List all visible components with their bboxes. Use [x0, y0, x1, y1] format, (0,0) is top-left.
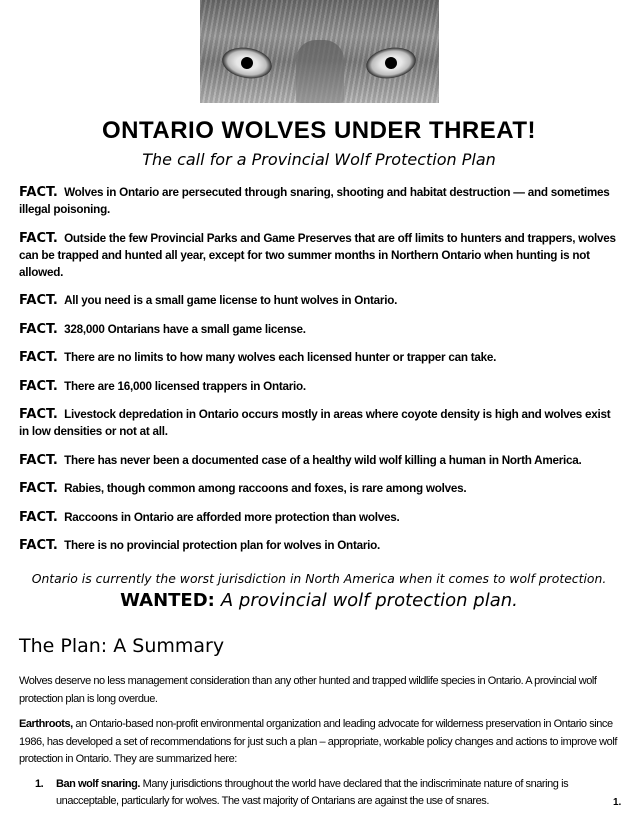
- wanted-line: [0, 590, 638, 611]
- fact-label: FACT.: [19, 185, 58, 200]
- fact-text: Livestock depredation in Ontario occurs mostly in areas where coyote density is high and wolves exist in low densities or not at all.: [19, 408, 611, 438]
- list-item-body: [56, 776, 615, 810]
- list-item: [35, 776, 615, 810]
- fact-text: There are no limits to how many wolves each licensed hunter or trapper can take.: [64, 351, 497, 364]
- fact-text: Wolves in Ontario are persecuted through snaring, shooting and habitat destruction — and sometimes illegal poisoning.: [19, 186, 610, 216]
- fact-label: FACT.: [19, 481, 58, 496]
- fact-label: FACT.: [19, 378, 58, 394]
- fact-item: [19, 406, 619, 440]
- fact-item: [19, 349, 619, 366]
- fact-text: Raccoons in Ontario are afforded more protection than wolves.: [64, 510, 400, 524]
- fact-label: FACT.: [19, 538, 58, 553]
- fact-label: FACT.: [19, 407, 58, 422]
- wolf-snout: [296, 40, 344, 103]
- plan-paragraph: Wolves deserve no less management consideration than any other hunted and trapped wildlife species in Ontario. A provincial wolf protection plan is long overdue.: [19, 675, 597, 705]
- facts-list: [19, 184, 619, 566]
- fact-text: Rabies, though common among raccoons and foxes, is rare among wolves.: [64, 482, 467, 495]
- page-number: 1.: [613, 797, 622, 808]
- fact-label: FACT.: [19, 509, 58, 525]
- fact-label: FACT.: [19, 350, 58, 365]
- fact-text: There is no provincial protection plan for wolves in Ontario.: [64, 539, 381, 552]
- wanted-text: A provincial wolf protection plan.: [220, 590, 518, 611]
- right-pupil: [384, 56, 398, 70]
- fact-label: FACT.: [19, 452, 58, 468]
- fact-item: [19, 184, 619, 218]
- page-subtitle: The call for a Provincial Wolf Protection Plan: [142, 150, 496, 169]
- fact-item: [19, 292, 619, 309]
- fact-item: [19, 452, 619, 469]
- wanted-label: WANTED:: [120, 590, 215, 611]
- list-item-lead: Ban wolf snaring.: [56, 778, 141, 790]
- plan-heading: The Plan: A Summary: [19, 635, 225, 657]
- plan-list: [35, 776, 615, 810]
- fact-text: All you need is a small game license to hunt wolves in Ontario.: [64, 294, 398, 307]
- earthroots-paragraph: [19, 716, 621, 769]
- earthroots-text: an Ontario-based non-profit environmental organization and leading advocate for wilderness preservation in Ontario since 1986, has developed a set of recommendations for just such a plan – appropriate, workable policy changes and actions to improve wolf protection in Ontario. They are summarized here:: [19, 718, 617, 765]
- list-number: 1.: [35, 778, 44, 790]
- left-pupil: [240, 56, 254, 70]
- page-title: ONTARIO WOLVES UNDER THREAT!: [102, 117, 536, 144]
- jurisdiction-statement: Ontario is currently the worst jurisdiction in North America when it comes to wolf protection.: [31, 571, 607, 586]
- fact-label: FACT.: [19, 321, 58, 337]
- fact-item: [19, 321, 619, 338]
- list-item-text: Many jurisdictions throughout the world have declared that the indiscriminate nature of snaring is unacceptable, particularly for wolves. The vast majority of Ontarians are against the use of snares.: [56, 778, 569, 807]
- fact-label: FACT.: [19, 293, 58, 308]
- earthroots-name: Earthroots,: [19, 718, 73, 730]
- wolf-eyes-photo: [200, 0, 439, 103]
- fact-item: [19, 480, 619, 497]
- fact-item: [19, 378, 619, 395]
- fact-text: Outside the few Provincial Parks and Game Preserves that are off limits to hunters and trappers, wolves can be trapped and hunted all year, except for two summer months in Northern Ontario when hunting is not allowed.: [19, 231, 616, 279]
- fact-item: [19, 537, 619, 554]
- fact-item: [19, 509, 619, 526]
- fact-label: FACT.: [19, 230, 58, 246]
- fact-text: 328,000 Ontarians have a small game license.: [64, 322, 306, 336]
- fact-text: There are 16,000 licensed trappers in Ontario.: [64, 379, 306, 393]
- fact-item: [19, 230, 619, 281]
- fact-text: There has never been a documented case of a healthy wild wolf killing a human in North America.: [64, 453, 582, 467]
